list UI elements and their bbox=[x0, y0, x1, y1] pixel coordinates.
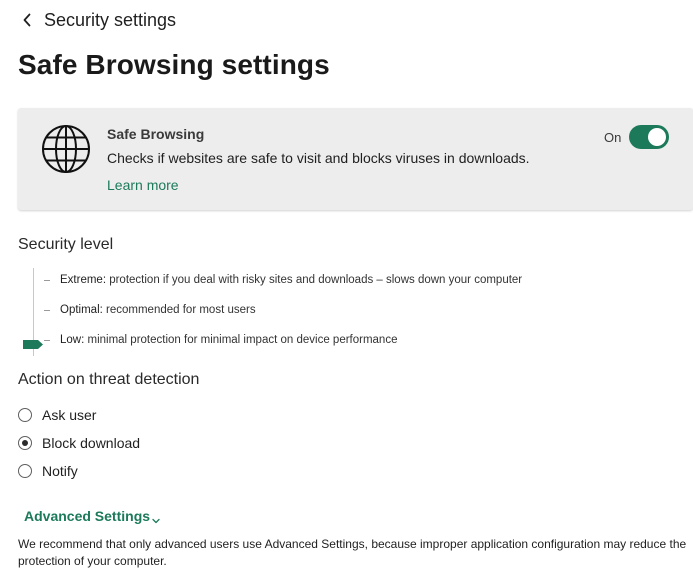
level-option-low[interactable] bbox=[60, 334, 397, 346]
safe-browsing-description: Checks if websites are safe to visit and blocks viruses in downloads. bbox=[107, 150, 530, 166]
radio-label[interactable]: Ask user bbox=[42, 407, 97, 423]
radio-button[interactable] bbox=[18, 464, 32, 478]
level-name: Extreme: bbox=[60, 274, 107, 286]
chevron-left-icon[interactable] bbox=[18, 11, 36, 29]
radio-label[interactable]: Notify bbox=[42, 463, 78, 479]
back-navigation[interactable] bbox=[18, 8, 176, 32]
toggle-state-label: On bbox=[604, 130, 622, 145]
advanced-settings-note: We recommend that only advanced users use Advanced Settings, because improper application configuration may reduce the protection of your computer. bbox=[18, 537, 687, 568]
chevron-down-icon[interactable] bbox=[152, 512, 160, 520]
safe-browsing-toggle[interactable] bbox=[629, 125, 669, 149]
safe-browsing-card bbox=[18, 108, 693, 210]
toggle-knob bbox=[648, 128, 666, 146]
threat-action-heading: Action on threat detection bbox=[18, 371, 200, 388]
slider-tick-low bbox=[44, 340, 50, 341]
level-name: Low: bbox=[60, 334, 85, 346]
level-option-optimal[interactable] bbox=[60, 304, 256, 316]
radio-notify[interactable] bbox=[18, 461, 78, 481]
globe-icon bbox=[41, 124, 91, 174]
learn-more-link[interactable]: Learn more bbox=[107, 177, 179, 193]
slider-tick-extreme bbox=[44, 280, 50, 281]
level-description: protection if you deal with risky sites and downloads – slows down your computer bbox=[106, 274, 523, 286]
slider-tick-optimal bbox=[44, 310, 50, 311]
security-level-slider-handle[interactable] bbox=[23, 336, 43, 345]
page-title: Safe Browsing settings bbox=[18, 49, 330, 80]
back-link-label[interactable]: Security settings bbox=[44, 9, 177, 30]
radio-ask-user[interactable] bbox=[18, 405, 96, 425]
advanced-settings-label[interactable]: Advanced Settings bbox=[24, 508, 151, 524]
level-option-extreme[interactable] bbox=[60, 274, 522, 286]
radio-label[interactable]: Block download bbox=[42, 435, 141, 451]
level-description: minimal protection for minimal impact on device performance bbox=[84, 334, 398, 346]
safe-browsing-title: Safe Browsing bbox=[107, 126, 205, 142]
security-level-heading: Security level bbox=[18, 236, 114, 253]
radio-button[interactable] bbox=[18, 408, 32, 422]
advanced-settings-link[interactable] bbox=[24, 508, 160, 524]
radio-block-download[interactable] bbox=[18, 433, 140, 453]
radio-button-selected[interactable] bbox=[18, 436, 32, 450]
level-name: Optimal: bbox=[60, 304, 103, 316]
level-description: recommended for most users bbox=[102, 304, 256, 316]
